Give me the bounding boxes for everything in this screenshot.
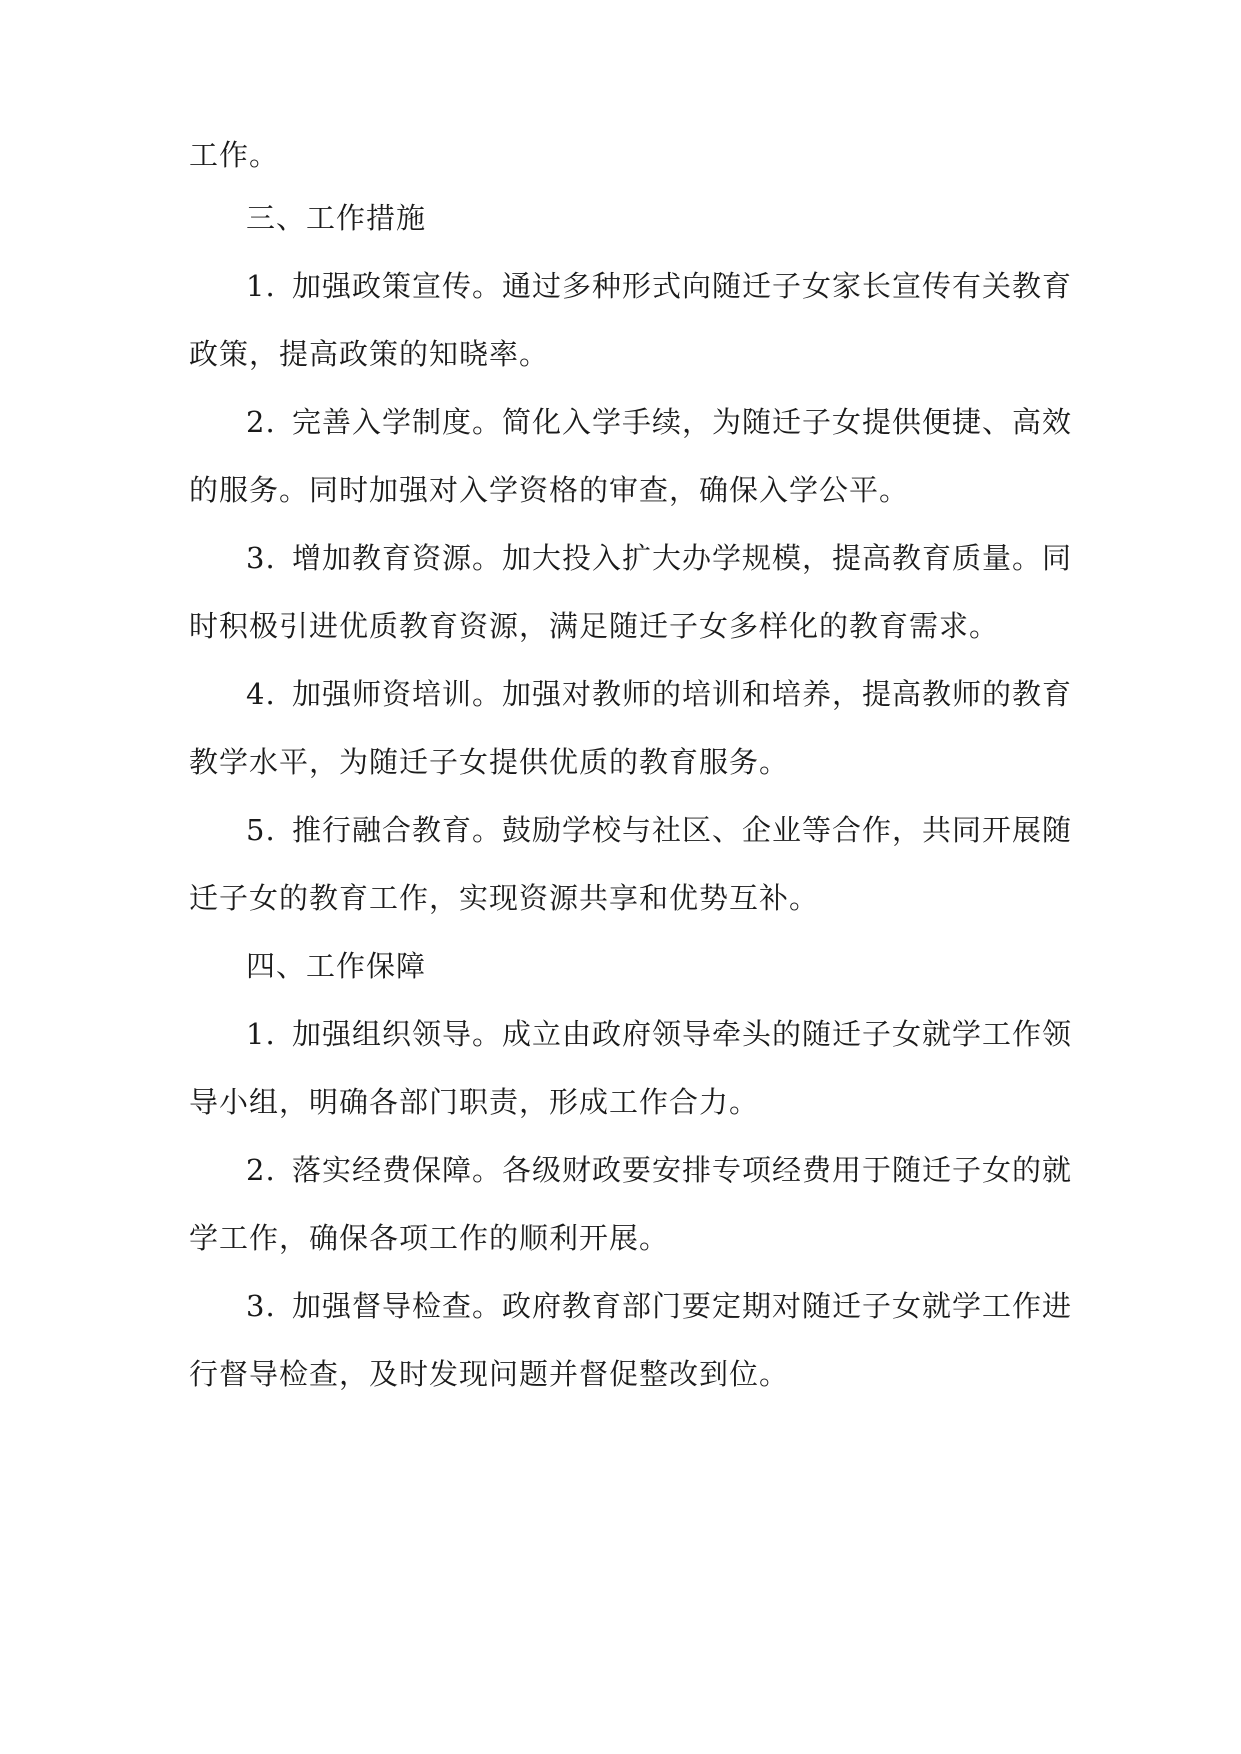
list-item-line: 2. 落实经费保障。各级财政要安排专项经费用于随迁子女的就	[246, 1150, 1072, 1190]
list-number: 4.	[246, 677, 276, 711]
paragraph-line: 学工作，确保各项工作的顺利开展。	[189, 1221, 670, 1255]
list-item-line: 3. 增加教育资源。加大投入扩大办学规模，提高教育质量。同	[246, 538, 1072, 578]
list-number: 1.	[246, 269, 276, 303]
paragraph-line: 迁子女的教育工作，实现资源共享和优势互补。	[189, 881, 820, 915]
paragraph-line: 政策，提高政策的知晓率。	[189, 337, 550, 371]
paragraph-line: 行督导检查，及时发现问题并督促整改到位。	[189, 1357, 790, 1391]
section-heading: 四、工作保障	[246, 949, 427, 983]
paragraph-line: 教学水平，为随迁子女提供优质的教育服务。	[189, 745, 790, 779]
list-item-line: 1. 加强政策宣传。通过多种形式向随迁子女家长宣传有关教育	[246, 266, 1072, 306]
paragraph-line: 工作。	[189, 138, 280, 172]
paragraph-line: 导小组，明确各部门职责，形成工作合力。	[189, 1085, 760, 1119]
paragraph-line: 的服务。同时加强对入学资格的审查，确保入学公平。	[189, 473, 910, 507]
paragraph-line: 时积极引进优质教育资源，满足随迁子女多样化的教育需求。	[189, 609, 1000, 643]
list-number: 2.	[246, 1153, 276, 1187]
list-item-line: 1. 加强组织领导。成立由政府领导牵头的随迁子女就学工作领	[246, 1014, 1072, 1054]
list-number: 3.	[246, 1289, 276, 1323]
list-item-line: 2. 完善入学制度。简化入学手续，为随迁子女提供便捷、高效	[246, 402, 1072, 442]
list-item-line: 4. 加强师资培训。加强对教师的培训和培养，提高教师的教育	[246, 674, 1072, 714]
list-number: 1.	[246, 1017, 276, 1051]
section-heading: 三、工作措施	[246, 201, 427, 235]
list-number: 5.	[246, 813, 276, 847]
list-item-line: 5. 推行融合教育。鼓励学校与社区、企业等合作，共同开展随	[246, 810, 1072, 850]
list-number: 2.	[246, 405, 276, 439]
list-number: 3.	[246, 541, 276, 575]
list-item-line: 3. 加强督导检查。政府教育部门要定期对随迁子女就学工作进	[246, 1286, 1072, 1326]
